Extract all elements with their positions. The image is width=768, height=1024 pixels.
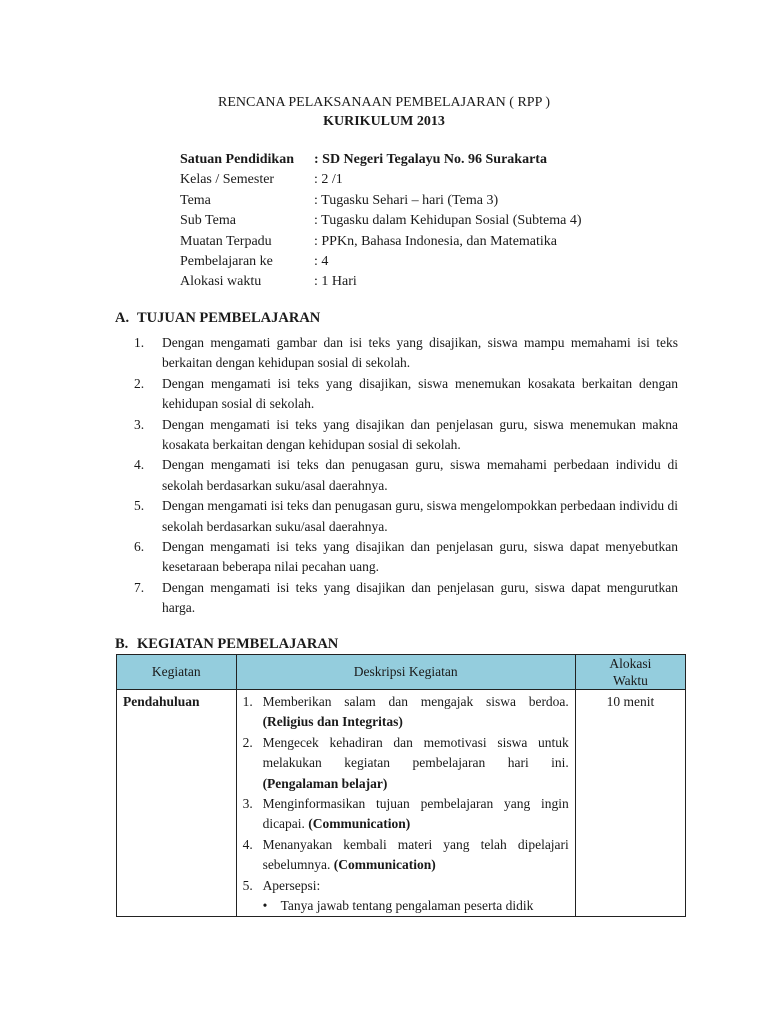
info-value: : 2 /1: [314, 172, 343, 188]
info-label: Sub Tema: [180, 213, 236, 229]
header-alokasi-line2: Waktu: [612, 673, 648, 688]
info-row: [180, 170, 582, 190]
list-number: 4.: [134, 457, 145, 473]
cell-deskripsi: [236, 690, 575, 917]
activity-text: [263, 692, 569, 733]
activity-item: [243, 835, 569, 876]
list-text: Dengan mengamati gambar dan isi teks yang disajikan, siswa mampu memahami isi teks berkaitan dengan kehidupan sosial di sekolah.: [162, 335, 678, 371]
cell-kegiatan: Pendahuluan: [117, 690, 237, 917]
info-value: : 1 Hari: [314, 274, 357, 290]
list-number: 3.: [134, 416, 145, 432]
list-item: [134, 537, 678, 578]
info-label: Pembelajaran ke: [180, 253, 273, 269]
activity-number: 5.: [242, 877, 253, 893]
info-label: Alokasi waktu: [180, 274, 262, 290]
info-row: [180, 191, 582, 211]
identity-block: [180, 150, 582, 293]
list-item: [134, 496, 678, 537]
list-text: Dengan mengamati isi teks dan penugasan guru, siswa memahami perbedaan individu di sekolah berdasarkan suku/asal daerahnya.: [162, 457, 678, 493]
header-alokasi: [575, 655, 685, 690]
activity-number: 4.: [242, 836, 253, 852]
info-value: : Tugasku dalam Kehidupan Sosial (Subtema 4): [314, 213, 582, 229]
activity-text: [263, 835, 569, 876]
objectives-list: [134, 333, 678, 619]
list-item: [134, 415, 678, 456]
header-alokasi-line1: Alokasi: [609, 656, 652, 671]
info-value: : PPKn, Bahasa Indonesia, dan Matematika: [314, 233, 558, 249]
table-header-row: [117, 655, 686, 690]
section-letter: A.: [115, 310, 130, 326]
activity-number: 2.: [242, 734, 253, 750]
activity-item: [243, 692, 569, 733]
activity-number: 1.: [242, 694, 253, 709]
activities-table: [116, 654, 686, 917]
section-title: KEGIATAN PEMBELAJARAN: [137, 636, 339, 652]
info-row: [180, 211, 582, 231]
list-text: Dengan mengamati isi teks yang disajikan dan penjelasan guru, siswa menemukan makna kosakata berkaitan dengan kehidupan sosial di sekolah.: [162, 416, 678, 453]
info-value: : Tugasku Sehari – hari (Tema 3): [314, 192, 499, 208]
activity-bullet: [243, 896, 569, 916]
table-row: [117, 690, 686, 917]
list-text: Dengan mengamati isi teks yang disajikan, siswa menemukan kosakata berkaitan dengan kehidupan sosial di sekolah.: [162, 375, 678, 412]
list-number: 7.: [134, 579, 145, 595]
info-label: Tema: [180, 192, 211, 208]
list-number: 5.: [134, 498, 145, 514]
list-number: 2.: [134, 375, 145, 391]
info-row: [180, 252, 582, 272]
info-row: [180, 150, 582, 170]
bullet-text: Tanya jawab tentang pengalaman peserta didik: [280, 898, 534, 914]
activity-item: [243, 733, 569, 794]
section-b-heading: [115, 636, 338, 653]
info-label: Kelas / Semester: [180, 172, 275, 188]
activity-tag: (Communication): [333, 857, 436, 873]
activity-item: [243, 794, 569, 835]
info-label: Satuan Pendidikan: [180, 152, 294, 167]
list-text: Dengan mengamati isi teks dan penugasan guru, siswa mengelompokkan perbedaan individu di sekolah berdasarkan suku/asal daerahnya.: [162, 498, 678, 534]
activity-item: [243, 876, 569, 896]
activity-number: 3.: [242, 796, 253, 812]
activity-text: Apersepsi:: [262, 877, 321, 893]
bullet-icon: •: [262, 898, 268, 914]
section-a-heading: [115, 310, 320, 327]
document-title: RENCANA PELAKSANAAN PEMBELAJARAN ( RPP ): [217, 95, 550, 110]
activity-text: [263, 733, 569, 794]
list-text: Dengan mengamati isi teks yang disajikan dan penjelasan guru, siswa dapat menyebutkan kesetaraan beberapa nilai pecahan uang.: [162, 539, 678, 575]
activity-desc: Menanyakan kembali materi yang telah dipelajari sebelumnya.: [262, 836, 569, 873]
section-letter: B.: [115, 636, 129, 652]
info-value: : SD Negeri Tegalayu No. 96 Surakarta: [314, 152, 547, 167]
list-text: Dengan mengamati isi teks yang disajikan dan penjelasan guru, siswa dapat mengurutkan harga.: [162, 579, 678, 616]
info-value: : 4: [314, 253, 329, 269]
list-number: 1.: [134, 335, 145, 350]
info-row: [180, 232, 582, 252]
activity-tag: (Religius dan Integritas): [262, 714, 403, 730]
header-kegiatan: Kegiatan: [117, 655, 237, 690]
header-deskripsi: Deskripsi Kegiatan: [236, 655, 575, 690]
list-item: [134, 333, 678, 374]
list-item: [134, 455, 678, 496]
info-label: Muatan Terpadu: [180, 233, 272, 249]
activity-text: [263, 794, 569, 835]
list-item: [134, 578, 678, 619]
cell-alokasi: 10 menit: [575, 690, 685, 917]
list-item: [134, 374, 678, 415]
activity-desc: Mengecek kehadiran dan memotivasi siswa untuk melakukan kegiatan pembelajaran hari ini.: [262, 734, 569, 771]
activity-desc: Menginformasikan tujuan pembelajaran yang ingin dicapai.: [262, 796, 569, 832]
info-row: [180, 272, 582, 292]
list-number: 6.: [134, 539, 145, 555]
activity-tag: (Pengalaman belajar): [262, 775, 388, 791]
activity-desc: Memberikan salam dan mengajak siswa berdoa.: [262, 694, 569, 709]
section-title: TUJUAN PEMBELAJARAN: [137, 310, 321, 326]
activity-tag: (Communication): [308, 816, 411, 832]
document-subtitle: KURIKULUM 2013: [323, 114, 445, 129]
